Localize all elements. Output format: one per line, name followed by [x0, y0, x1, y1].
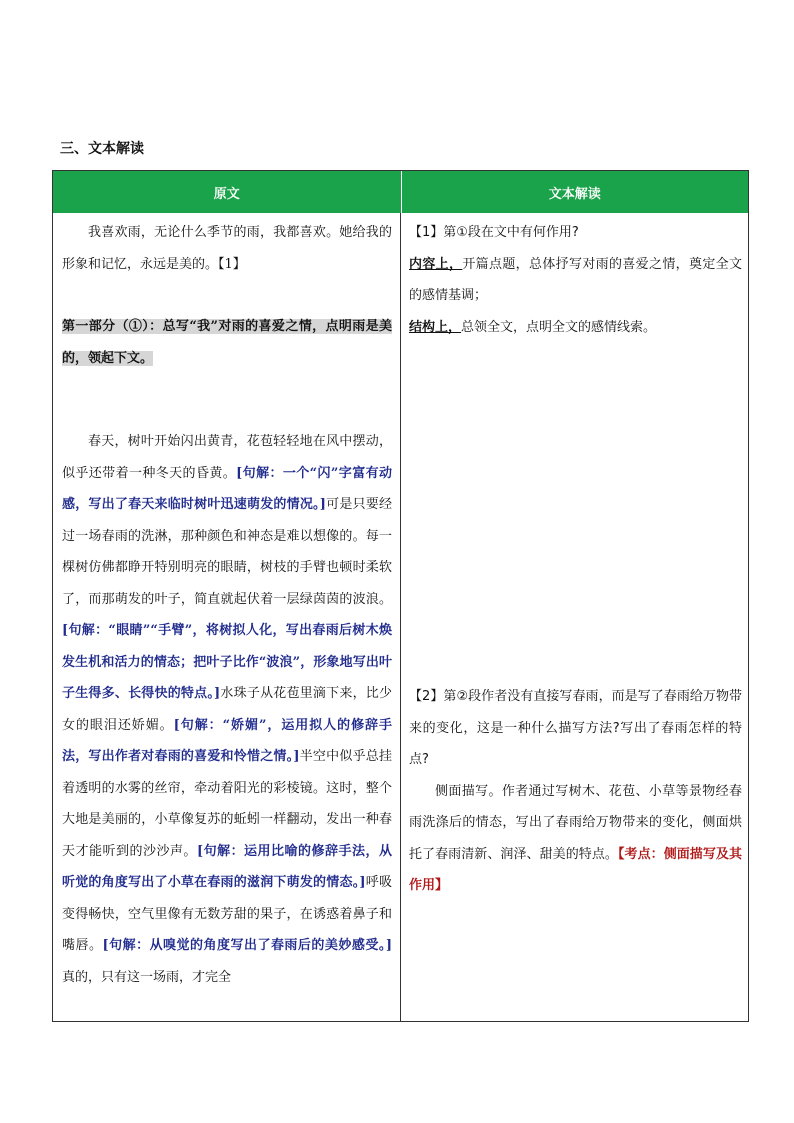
p2-text-4: 半空中似乎总挂着透明的水雾的丝帘，牵动着阳光的彩棱镜。这时，整个大地是美丽的，小草像复苏的蚯蚓一样翻动，发出一种春天才能听到的沙沙声。 [62, 749, 392, 859]
sentence-note-4: [句解：运用比喻的修辞手法，从听觉的角度写出了小草在春雨的滋润下萌发的情态。] [62, 843, 392, 890]
sentence-note-2: [句解：“眼睛”“手臂”，将树拟人化，写出春雨后树木焕发生机和活力的情态；把叶子比作“波浪”，形象地写出叶子生得多、长得快的特点。] [62, 623, 392, 701]
question-1: 【1】第①段在文中有何作用? [409, 225, 579, 240]
interpretation-cell [401, 213, 748, 1021]
section-title: 三、文本解读 [60, 141, 144, 157]
original-text-cell [53, 213, 401, 1021]
question-2: 【2】第②段作者没有直接写春雨，而是写了春雨给万物带来的变化，这是一种什么描写方法?写出了春雨怎样的特点? [409, 689, 742, 767]
paragraph-2 [62, 426, 392, 993]
p2-text-5: 呼吸变得畅快，空气里像有无数芳甜的果子，在诱惑着鼻子和嘴唇。 [62, 875, 392, 953]
p2-text-2: 可是只要经过一场春雨的洗淋，那种颜色和神态是难以想像的。每一棵树仿佛都睁开特别明亮的眼睛，树枝的手臂也顿时柔软了，而那萌发的叶子，简直就起伏着一层绿茵茵的波浪。 [62, 497, 392, 607]
p2-text-1: 春天，树叶开始闪出黄青，花苞轻轻地在风中摆动，似乎还带着一种冬天的昏黄。 [62, 434, 392, 481]
p2-text-6: 真的，只有这一场雨，才完全 [62, 969, 232, 985]
sentence-note-5: [句解：从嗅觉的角度写出了春雨后的美妙感受。] [102, 938, 392, 953]
answer-1-content [409, 249, 742, 312]
sentence-note-1: [句解：一个“闪”字富有动感，写出了春天来临时树叶迅速萌发的情况。] [62, 465, 392, 512]
part-summary [62, 311, 392, 374]
table-body-row [53, 213, 748, 1021]
answer-1-label: 内容上， [409, 256, 463, 272]
answer-3-text: 侧面描写。作者通过写树木、花苞、小草等景物经春雨洗涤后的情态，写出了春雨给万物带来的变化，侧面烘托了春雨清新、润泽、甜美的特点。 [409, 783, 742, 862]
answer-3 [409, 776, 742, 902]
part-summary-text: 第一部分（①）：总写“我”对雨的喜爱之情，点明雨是美的，领起下文。 [62, 319, 392, 366]
answer-2-text: 总领全文，点明全文的感情线索。 [461, 319, 657, 335]
header-interpretation: 文本解读 [548, 186, 601, 202]
p2-text-3: 水珠子从花苞里滴下来，比少女的眼泪还娇媚。 [62, 686, 392, 733]
reading-table [52, 170, 749, 1022]
key-point-tag: 【考点：侧面描写及其作用】 [409, 846, 742, 893]
sentence-note-3: [句解：“娇媚”，运用拟人的修辞手法，写出作者对春雨的喜爱和怜惜之情。] [62, 717, 392, 764]
paragraph-1: 我喜欢雨，无论什么季节的雨，我都喜欢。她给我的形象和记忆，永远是美的。【1】 [62, 225, 392, 272]
table-header-row [53, 171, 748, 213]
answer-1-text: 开篇点题，总体抒写对雨的喜爱之情，奠定全文的感情基调； [409, 256, 742, 303]
header-original-text: 原文 [53, 171, 402, 213]
answer-1-structure [409, 312, 742, 344]
answer-2-label: 结构上， [409, 319, 462, 335]
